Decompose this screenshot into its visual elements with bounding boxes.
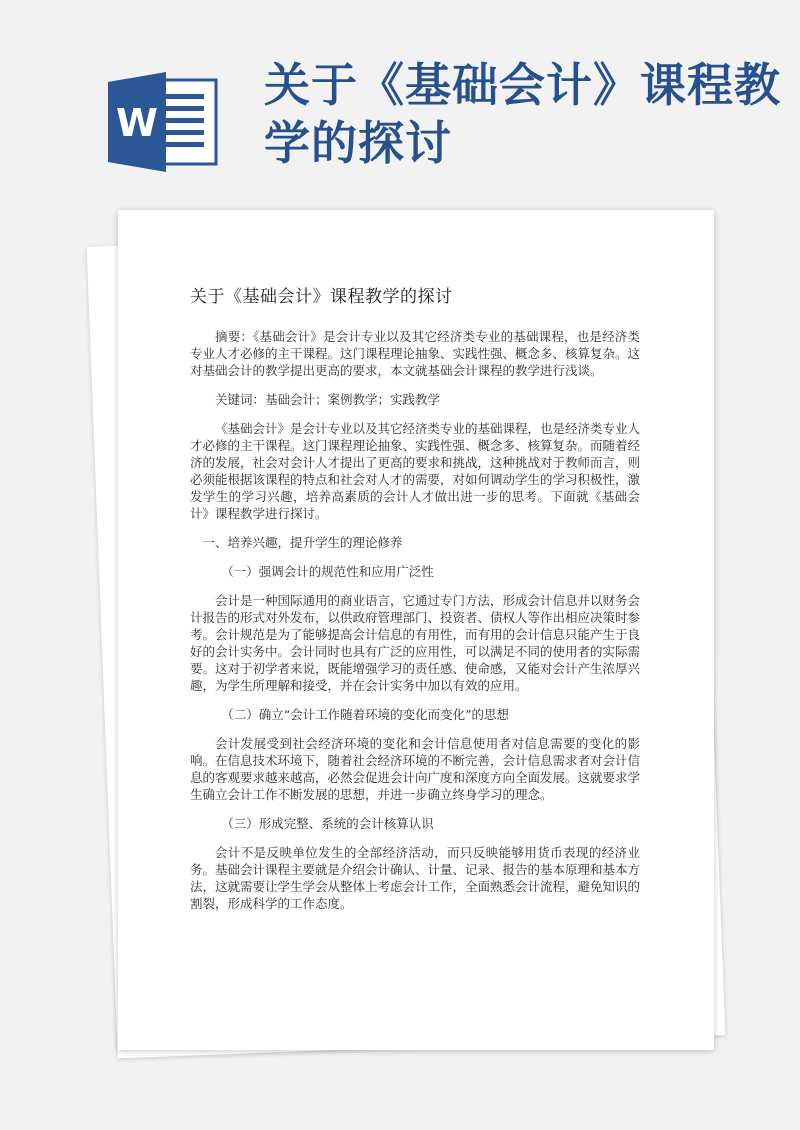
banner-title: 关于《基础会计》课程教学的探讨 [264,58,781,170]
document-page [118,210,714,1050]
abstract-paragraph: 摘要：《基础会计》是会计专业以及其它经济类专业的基础课程，也是经济类专业人才必修的主干课程。这门课程理论抽象、实践性强、概念多、核算复杂。这对基础会计的教学提出更高的要求，本文就基础会计课程的教学进行浅谈。 [190,329,641,378]
body-paragraph: 会计是一种国际通用的商业语言，它通过专门方法，形成会计信息并以财务会计报告的形式对外发布，以供政府管理部门、投资者、债权人等作出相应决策时参考。会计规范是为了能够提高会计信息的有用性，而有用的会计信息只能产生于良好的会计实务中。会计同时也具有广泛的应用性，可以满足不同的使用者的实际需要。这对于初学者来说，既能增强学习的责任感、使命感，又能对会计产生浓厚兴趣，为学生所理解和接受，并在会计实务中加以有效的应用。 [190,593,641,693]
document-body [190,328,640,924]
subsection-heading: （三）形成完整、系统的会计核算认识 [221,816,434,831]
word-document-icon [108,72,220,172]
body-paragraph: 会计不是反映单位发生的全部经济活动，而只反映能够用货币表现的经济业务。基础会计课程主要就是介绍会计确认、计量、记录、报告的基本原理和基本方法，这就需要让学生学会从整体上考虑会计工作，全面熟悉会计流程，避免知识的割裂，形成科学的工作态度。 [190,845,641,911]
banner [0,0,800,200]
svg-text:W: W [116,101,158,145]
keywords-paragraph: 关键词：基础会计；案例教学；实践教学 [215,392,441,407]
section-heading: 一、培养兴趣，提升学生的理论修养 [202,535,403,550]
subsection-heading: （一）强调会计的规范性和应用广泛性 [221,564,434,579]
intro-paragraph: 《基础会计》是会计专业以及其它经济类专业的基础课程，也是经济类专业人才必修的主干课程。这门课程理论抽象、实践性强、概念多、核算复杂。而随着经济的发展，社会对会计人才提出了更高的要求和挑战，这种挑战对于教师而言，则必须能根据该课程的特点和社会对人才的需要，对如何调动学生的学习积极性，激发学生的学习兴趣，培养高素质的会计人才做出进一步的思考。下面就《基础会计》课程教学进行探讨。 [190,421,641,521]
document-title: 关于《基础会计》课程教学的探讨 [190,287,453,307]
body-paragraph: 会计发展受到社会经济环境的变化和会计信息使用者对信息需要的变化的影响。在信息技术环境下，随着社会经济环境的不断完善，会计信息需求者对会计信息的客观要求越来越高，必然会促进会计向广度和深度方向全面发展。这就要求学生确立会计工作不断发展的思想，并进一步确立终身学习的理念。 [190,736,641,802]
subsection-heading: （二）确立“会计工作随着环境的变化而变化”的思想 [221,707,510,722]
